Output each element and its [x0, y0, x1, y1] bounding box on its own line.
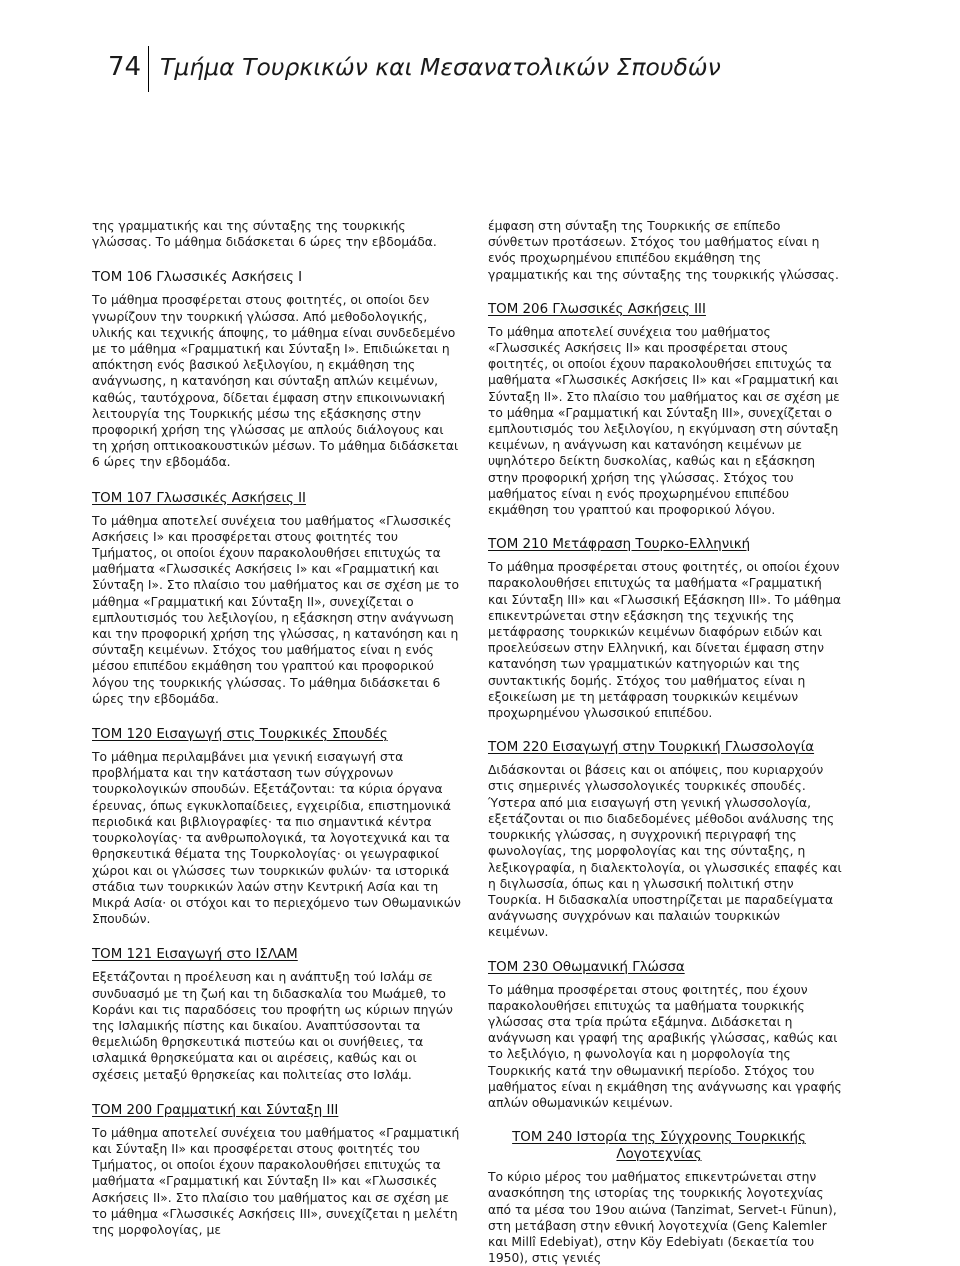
course-description: Το μάθημα προσφέρεται στους φοιτητές, οι οποίοι δεν γνωρίζουν την τουρκική γλώσσα. Από μεθοδολογικής, υλικής και τεχνικής άποψης, το μάθημα είναι συνδεδεμένο με το μάθημα «Γραμματική και Σύνταξη Ι». Επιδιώκεται η απόκτηση ενός βασικού λεξιλογίου, η εκμάθηση της ανάγνωσης, η κατανόηση και σύνταξη απλών κειμένων, καθώς, ταυτόχρονα, δίδεται έμφαση στην επικοινωνιακή λειτουργία της Τουρκικής μέσω της εξάσκησης στην προφορική χρήση της γλώσσας με απλούς διάλογους και τη χρήση οπτικοακουστικών μέσων. Το μάθημα διδάσκεται 6 ώρες την εβδομάδα.: [92, 293, 459, 470]
course-title: ΤΟΜ 230 Οθωμανική Γλώσσα: [488, 959, 685, 975]
course-tom-240: [488, 1129, 842, 1266]
course-description: Το μάθημα περιλαμβάνει μια γενική εισαγωγή στα προβλήματα και την κατάσταση των σύγχρονων τουρκολογικών σπουδών. Εξετάζονται: τα κύρια όργανα έρευνας, όπως εγκυκλοπαίδειες, εγχειρίδια, επιστημονικά περιοδικά και βιβλιογραφίες· τα πιο σημαντικά κέντρα τουρκολογίας· τα ανθρωπολογικά, τα λογοτεχνικά και τα θρησκευτικά θέματα της Τουρκολογίας· οι γεωγραφικοί χώροι και οι γλώσσες των τουρκικών φυλών· τα ιστορικά στάδια των τουρκικών λαών στην Κεντρική Ασία και τη Μικρά Ασία· οι στόχοι και το περιεχόμενο των Οθωμανικών Σπουδών.: [92, 750, 461, 927]
course-title: ΤΟΜ 240 Ιστορία της Σύγχρονης Τουρκικής Λογοτεχνίας: [512, 1130, 806, 1163]
page-header: [108, 40, 928, 92]
course-description: Το μάθημα προσφέρεται στους φοιτητές, που έχουν παρακολουθήσει επιτυχώς τα μαθήματα τουρκικής γλώσσας στα τρία πρώτα εξάμηνα. Διδάσκεται η ανάγνωση και γραφή της αραβικής γλώσσας, καθώς και το λεξιλόγιο, η φωνολογία και η μορφολογία της Τουρκικής κατά την οθωμανική περίοδο. Στόχος του μαθήματος είναι η εκμάθηση της ανάγνωσης και γραφής απλών οθωμανικών κειμένων.: [488, 982, 842, 1110]
course-title: ΤΟΜ 120 Εισαγωγή στις Τουρκικές Σπουδές: [92, 727, 388, 743]
page-title: Τμήμα Τουρκικών και Μεσανατολικών Σπουδών: [160, 53, 721, 81]
course-description: Το μάθημα αποτελεί συνέχεια του μαθήματος «Γραμματική και Σύνταξη ΙΙ» και προσφέρεται στους φοιτητές του Τμήματος, οι οποίοι έχουν παρακολουθήσει επιτυχώς τα μαθήματα «Γραμματική και Σύνταξη ΙΙ» και «Γλωσσικές Ασκήσεις ΙΙ». Στο πλαίσιο του μαθήματος και σε σχέση με το μάθημα «Γλωσσικές Ασκήσεις ΙΙΙ», συνεχίζεται η μελέτη της μορφολογίας, με: [92, 1125, 460, 1237]
course-description: Το μάθημα αποτελεί συνέχεια του μαθήματος «Γλωσσικές Ασκήσεις ΙΙ» και προσφέρεται στους φοιτητές, οι οποίοι έχουν παρακολουθήσει επιτυχώς τα μαθήματα «Γλωσσικές Ασκήσεις ΙΙ» και «Γραμματική και Σύνταξη ΙΙ». Στο πλαίσιο του μαθήματος και σε σχέση με το μάθημα «Γραμματική και Σύνταξη ΙΙΙ», συνεχίζεται ο εμπλουτισμός του λεξιλογίου, η εκγύμναση στη σύνταξη κειμένων, η ανάγνωση και κατανόηση κειμένων με υψηλότερο δείκτη δυσκολίας, καθώς και η εξάσκηση στην προφορική χρήση της γλώσσας. Στόχος του μαθήματος είναι η ενός προχωρημένου επιπέδου εκμάθηση του γραπτού και προφορικού λόγου.: [488, 324, 840, 518]
left-intro-paragraph: της γραμματικής και της σύνταξης της τουρκικής γλώσσας. Το μάθημα διδάσκεται 6 ώρες την εβδομάδα.: [92, 219, 437, 250]
course-description: Το μάθημα αποτελεί συνέχεια του μαθήματος «Γλωσσικές Ασκήσεις Ι» και προσφέρεται στους φοιτητές του Τμήματος, οι οποίοι έχουν παρακολουθήσει επιτυχώς τα μαθήματα «Γλωσσικές Ασκήσεις Ι» και «Γραμματική και Σύνταξη Ι». Στο πλαίσιο του μαθήματος και σε σχέση με το μάθημα «Γραμματική και Σύνταξη ΙΙ», συνεχίζεται ο εμπλουτισμός του λεξιλογίου, η εξάσκηση στην ανάγνωση και την προφορική χρήση της γλώσσας, η κατανόηση και η σύνταξη κειμένων. Στόχος του μαθήματος είναι η ενός μέσου επιπέδου εκμάθηση του γραπτού και προφορικού λόγου της τουρκικής γλώσσας. Το μάθημα διδάσκεται 6 ώρες την εβδομάδα.: [92, 513, 460, 706]
course-tom-120: [92, 726, 462, 927]
course-description: Το μάθημα προσφέρεται στους φοιτητές, οι οποίοι έχουν παρακολουθήσει επιτυχώς τα μαθήματα «Γραμματική και Σύνταξη ΙΙΙ» και «Γλωσσική Εξάσκηση ΙΙΙ». Το μάθημα επικεντρώνεται στην εξάσκηση της τεχνικής της μετάφρασης τουρκικών κειμένων διαφόρων ειδών και προελεύσεων στην Ελληνική, και δίνεται έμφαση στην κατανόηση των γραμματικών κατηγοριών και της συντακτικής δομής. Στόχος του μαθήματος είναι η εξοικείωση με τη μετάφραση τουρκικών κειμένων προχωρημένου γλωσσικού επιπέδου.: [488, 560, 842, 721]
course-tom-210: [488, 536, 842, 721]
course-title: ΤΟΜ 206 Γλωσσικές Ασκήσεις ΙΙΙ: [488, 301, 706, 317]
course-tom-200: [92, 1102, 462, 1238]
course-description: Εξετάζονται η προέλευση και η ανάπτυξη τού Ισλάμ σε συνδυασμό με τη ζωή και τη διδασκαλία του Μωάμεθ, το Κοράνι και τις παραδόσεις του προφήτη ως κύριων πηγών της Ισλαμικής πίστης και δικαίου. Αναπτύσσονται τα θεμελιώδη θρησκευτικά πιστεύω και οι συνήθειες, τα ισλαμικά θρησκεύματα και οι αιρέσεις, καθώς και οι σχέσεις μεταξύ θρησκείας και πολιτείας στο Ισλάμ.: [92, 970, 453, 1082]
course-tom-107: [92, 490, 462, 707]
course-description: Το κύριο μέρος του μαθήματος επικεντρώνεται στην ανασκόπηση της ιστορίας της τουρκικής λογοτεχνίας από τα μέσα του 19ου αιώνα (Tanzimat, Servet-ι Fünun), στη μετάβαση στην εθνική λογοτεχνία (Genç Kalemler και Millî Edebiyat), στην Köy Edebiyatı (δεκαετία του 1950), στις γενιές: [488, 1170, 837, 1266]
course-tom-230: [488, 959, 842, 1112]
right-intro-paragraph: έμφαση στη σύνταξη της Τουρκικής σε επίπεδο σύνθετων προτάσεων. Στόχος του μαθήματος είναι η ενός προχωρημένου επιπέδου εκμάθηση της γραμματικής και της σύνταξης της τουρκικής γλώσσας.: [488, 219, 839, 282]
course-title: ΤΟΜ 121 Εισαγωγή στο ΙΣΛΑΜ: [92, 947, 298, 963]
right-column: [488, 218, 842, 1266]
course-description: Διδάσκονται οι βάσεις και οι απόψεις, που κυριαρχούν στις σημερινές γλωσσολογικές τουρκικές σπουδές. Ύστερα από μια εισαγωγή στη γενική γλωσσολογία, εξετάζονται οι πιο διαδεδομένες μέθοδοι ανάλυσης της τουρκικής γλώσσας, η συγχρονική περιγραφή της φωνολογίας, της μορφολογίας και της σύνταξης, η λεξικογραφία, η διαλεκτολογία, οι γλωσσικές επαφές και η διγλωσσία, όπως και η γλωσσική πολιτική στην Τουρκία. Η διδασκαλία υποστηρίζεται με παραδείγματα ανάγνωσης συγχρόνων και παλαιών τουρκικών κειμένων.: [488, 763, 842, 940]
course-tom-121: [92, 946, 462, 1082]
course-title: ΤΟΜ 106 Γλωσσικές Ασκήσεις Ι: [92, 270, 303, 286]
course-title: ΤΟΜ 107 Γλωσσικές Ασκήσεις ΙΙ: [92, 490, 306, 506]
header-divider: [148, 46, 149, 92]
course-title: ΤΟΜ 220 Εισαγωγή στην Τουρκική Γλωσσολογία: [488, 740, 815, 756]
course-title: ΤΟΜ 210 Μετάφραση Τουρκο-Ελληνική: [488, 537, 751, 553]
course-tom-220: [488, 739, 842, 940]
course-tom-106: [92, 269, 462, 470]
course-tom-206: [488, 301, 842, 518]
page-number: 74: [108, 52, 142, 82]
left-column: [92, 218, 462, 1238]
course-title: ΤΟΜ 200 Γραμματική και Σύνταξη ΙΙΙ: [92, 1102, 339, 1118]
